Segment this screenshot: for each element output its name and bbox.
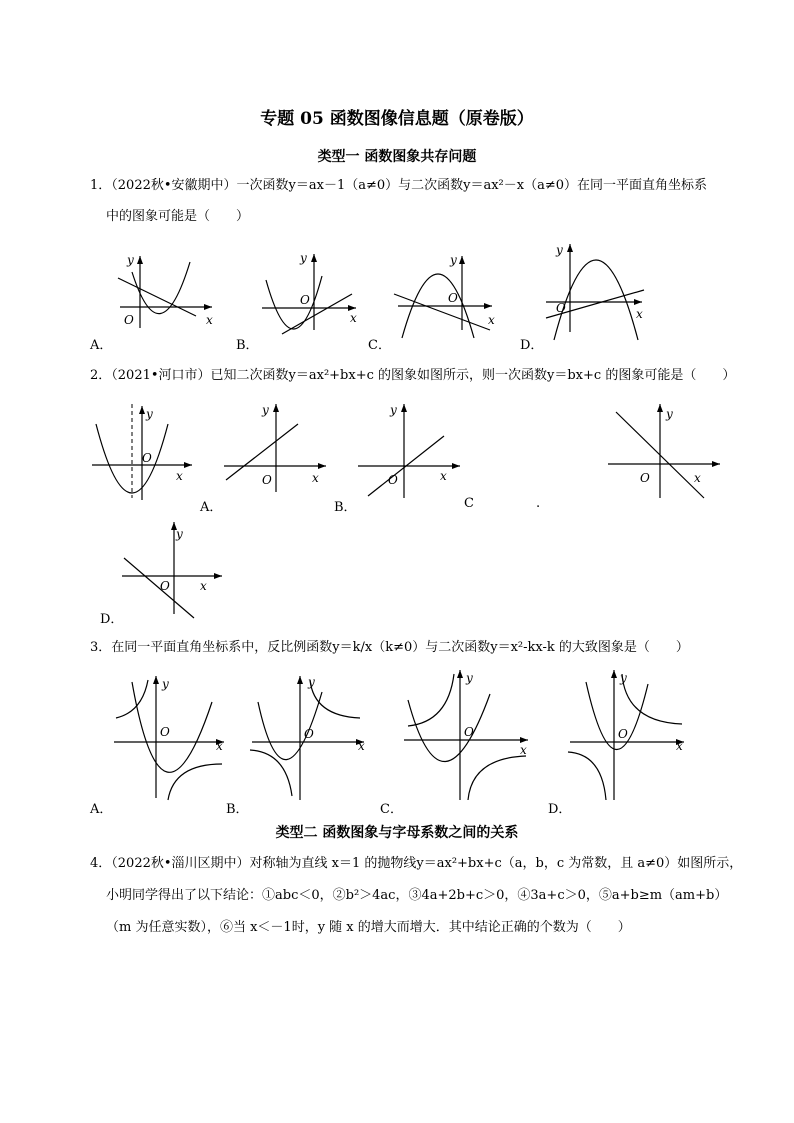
q2-option-b-label[interactable]: B．: [334, 500, 357, 515]
axis-arrowhead: [184, 462, 192, 468]
q3-option-d-label[interactable]: D．: [548, 802, 572, 817]
section-heading-type1: 类型一 函数图象共存问题: [317, 149, 477, 165]
x-axis-label: x: [440, 469, 447, 483]
q3-graph-b: [250, 672, 370, 802]
axis-arrowhead: [657, 404, 663, 412]
x-axis-label: x: [694, 471, 701, 485]
q4-text-line3: （m 为任意实数），⑥当 x＜－1时，y 随 x 的增大而增大．其中结论正确的个数为（ ）: [106, 920, 631, 935]
axis-arrowhead: [567, 244, 573, 252]
axis-arrowhead: [318, 463, 326, 469]
function-curve: [408, 694, 490, 762]
axis-arrowhead: [452, 463, 460, 469]
x-axis-label: x: [200, 579, 207, 593]
y-axis-label: y: [620, 671, 627, 685]
y-axis-label: y: [450, 253, 457, 267]
q2-option-c-label[interactable]: C: [464, 496, 474, 511]
function-curve: [586, 682, 648, 750]
q3-graph-d: [568, 666, 688, 802]
axis-arrowhead: [153, 676, 159, 684]
axis-arrowhead: [204, 304, 212, 310]
graph-line: [124, 558, 194, 618]
q4-text-line2: 小明同学得出了以下结论：①abc＜0，②b²＞4ac，③4a+2b+c＞0，④3a+c＞0，⑤a+b≥m（am+b）: [106, 888, 728, 903]
function-curve: [568, 752, 606, 800]
q4-text-line1: 4．（2022秋•淄川区期中）对称轴为直线 x＝1 的抛物线y＝ax²+bx+c（a，b，c 为常数，且 a≠0）如图所示，: [90, 856, 743, 871]
axis-arrowhead: [459, 256, 465, 264]
x-axis-label: x: [488, 313, 495, 327]
origin-label: O: [304, 727, 314, 741]
q2-option-a-label[interactable]: A．: [200, 500, 223, 515]
q1-graph-d: [540, 240, 650, 330]
axis-arrowhead: [139, 406, 145, 414]
origin-label: O: [448, 291, 458, 305]
y-axis-label: y: [300, 251, 307, 265]
q3-option-c-label[interactable]: C．: [380, 802, 403, 817]
y-axis-label: y: [666, 407, 673, 421]
origin-label: O: [640, 471, 650, 485]
function-curve: [116, 680, 148, 718]
q2-graph-d: [118, 518, 228, 618]
x-axis-label: x: [520, 743, 527, 757]
q3-text-line1: 3．在同一平面直角坐标系中，反比例函数y＝k/x（k≠0）与二次函数y＝x²-kx-k 的大致图象是（ ）: [90, 640, 689, 655]
function-curve: [168, 764, 222, 800]
origin-label: O: [124, 313, 134, 327]
origin-label: O: [618, 727, 628, 741]
origin-label: O: [464, 725, 474, 739]
q2-option-c-dot: .: [536, 496, 541, 511]
x-axis-label: x: [358, 739, 365, 753]
x-axis-label: x: [176, 469, 183, 483]
section-heading-type2: 类型二 函数图象与字母系数之间的关系: [275, 825, 519, 841]
q2-option-d-label[interactable]: D．: [100, 612, 124, 627]
page-title: 专题 05 函数图像信息题（原卷版）: [260, 109, 534, 129]
graph-line: [226, 424, 298, 480]
origin-label: O: [556, 301, 566, 315]
origin-label: O: [300, 293, 310, 307]
axis-arrowhead: [214, 573, 222, 579]
function-curve: [132, 682, 212, 772]
function-curve: [258, 692, 322, 760]
x-axis-label: x: [636, 307, 643, 321]
y-axis-label: y: [127, 253, 134, 267]
function-curve: [310, 680, 360, 718]
origin-label: O: [160, 725, 170, 739]
q2-graph-b: [356, 400, 466, 500]
q1-text-line1: 1．（2022秋•安徽期中）一次函数y＝ax－1（a≠0）与二次函数y＝ax²－x（a≠0）在同一平面直角坐标系: [90, 178, 708, 193]
q1-option-a-label[interactable]: A．: [90, 338, 113, 353]
graph-line: [118, 278, 196, 316]
q1-graph-b: [256, 250, 366, 330]
axis-arrowhead: [311, 254, 317, 262]
q3-option-b-label[interactable]: B．: [226, 802, 249, 817]
axis-arrowhead: [484, 303, 492, 309]
function-curve: [408, 674, 454, 726]
q1-text-line2: 中的图象可能是（ ）: [106, 209, 250, 224]
x-axis-label: x: [216, 739, 223, 753]
q1-option-d-label[interactable]: D．: [520, 338, 544, 353]
graph-line: [282, 294, 352, 334]
graph-line: [394, 294, 490, 330]
q2-graph-c: [604, 400, 724, 500]
q3-graph-c: [402, 666, 532, 802]
x-axis-label: x: [676, 739, 683, 753]
axis-arrowhead: [457, 670, 463, 678]
y-axis-label: y: [146, 407, 153, 421]
function-curve: [250, 750, 292, 796]
x-axis-label: x: [312, 471, 319, 485]
q3-option-a-label[interactable]: A．: [90, 802, 113, 817]
q2-text-line1: 2．（2021•河口市）已知二次函数y＝ax²+bx+c 的图象如图所示，则一次函数y＝bx+c 的图象可能是（ ）: [90, 368, 736, 383]
origin-label: O: [262, 473, 272, 487]
axis-arrowhead: [297, 676, 303, 684]
origin-label: O: [388, 473, 398, 487]
y-axis-label: y: [308, 675, 315, 689]
origin-label: O: [160, 579, 170, 593]
function-curve: [132, 262, 190, 314]
function-curve: [622, 674, 682, 724]
x-axis-label: x: [206, 313, 213, 327]
y-axis-label: y: [466, 671, 473, 685]
axis-arrowhead: [712, 461, 720, 467]
y-axis-label: y: [176, 527, 183, 541]
origin-label: O: [142, 451, 152, 465]
q1-option-c-label[interactable]: C．: [368, 338, 391, 353]
y-axis-label: y: [262, 403, 269, 417]
q1-graph-c: [392, 250, 502, 330]
axis-arrowhead: [273, 404, 279, 412]
axis-arrowhead: [137, 256, 143, 264]
axis-arrowhead: [634, 299, 642, 305]
axis-arrowhead: [401, 404, 407, 412]
y-axis-label: y: [390, 403, 397, 417]
q2-graph-a: [222, 400, 332, 490]
axis-arrowhead: [611, 670, 617, 678]
x-axis-label: x: [350, 311, 357, 325]
y-axis-label: y: [162, 677, 169, 691]
q1-graph-a: [112, 250, 222, 330]
q3-graph-a: [112, 672, 232, 802]
y-axis-label: y: [556, 243, 563, 257]
function-curve: [468, 756, 526, 800]
q1-option-b-label[interactable]: B．: [236, 338, 259, 353]
q2-given-graph: [88, 402, 198, 502]
function-curve: [554, 260, 638, 340]
